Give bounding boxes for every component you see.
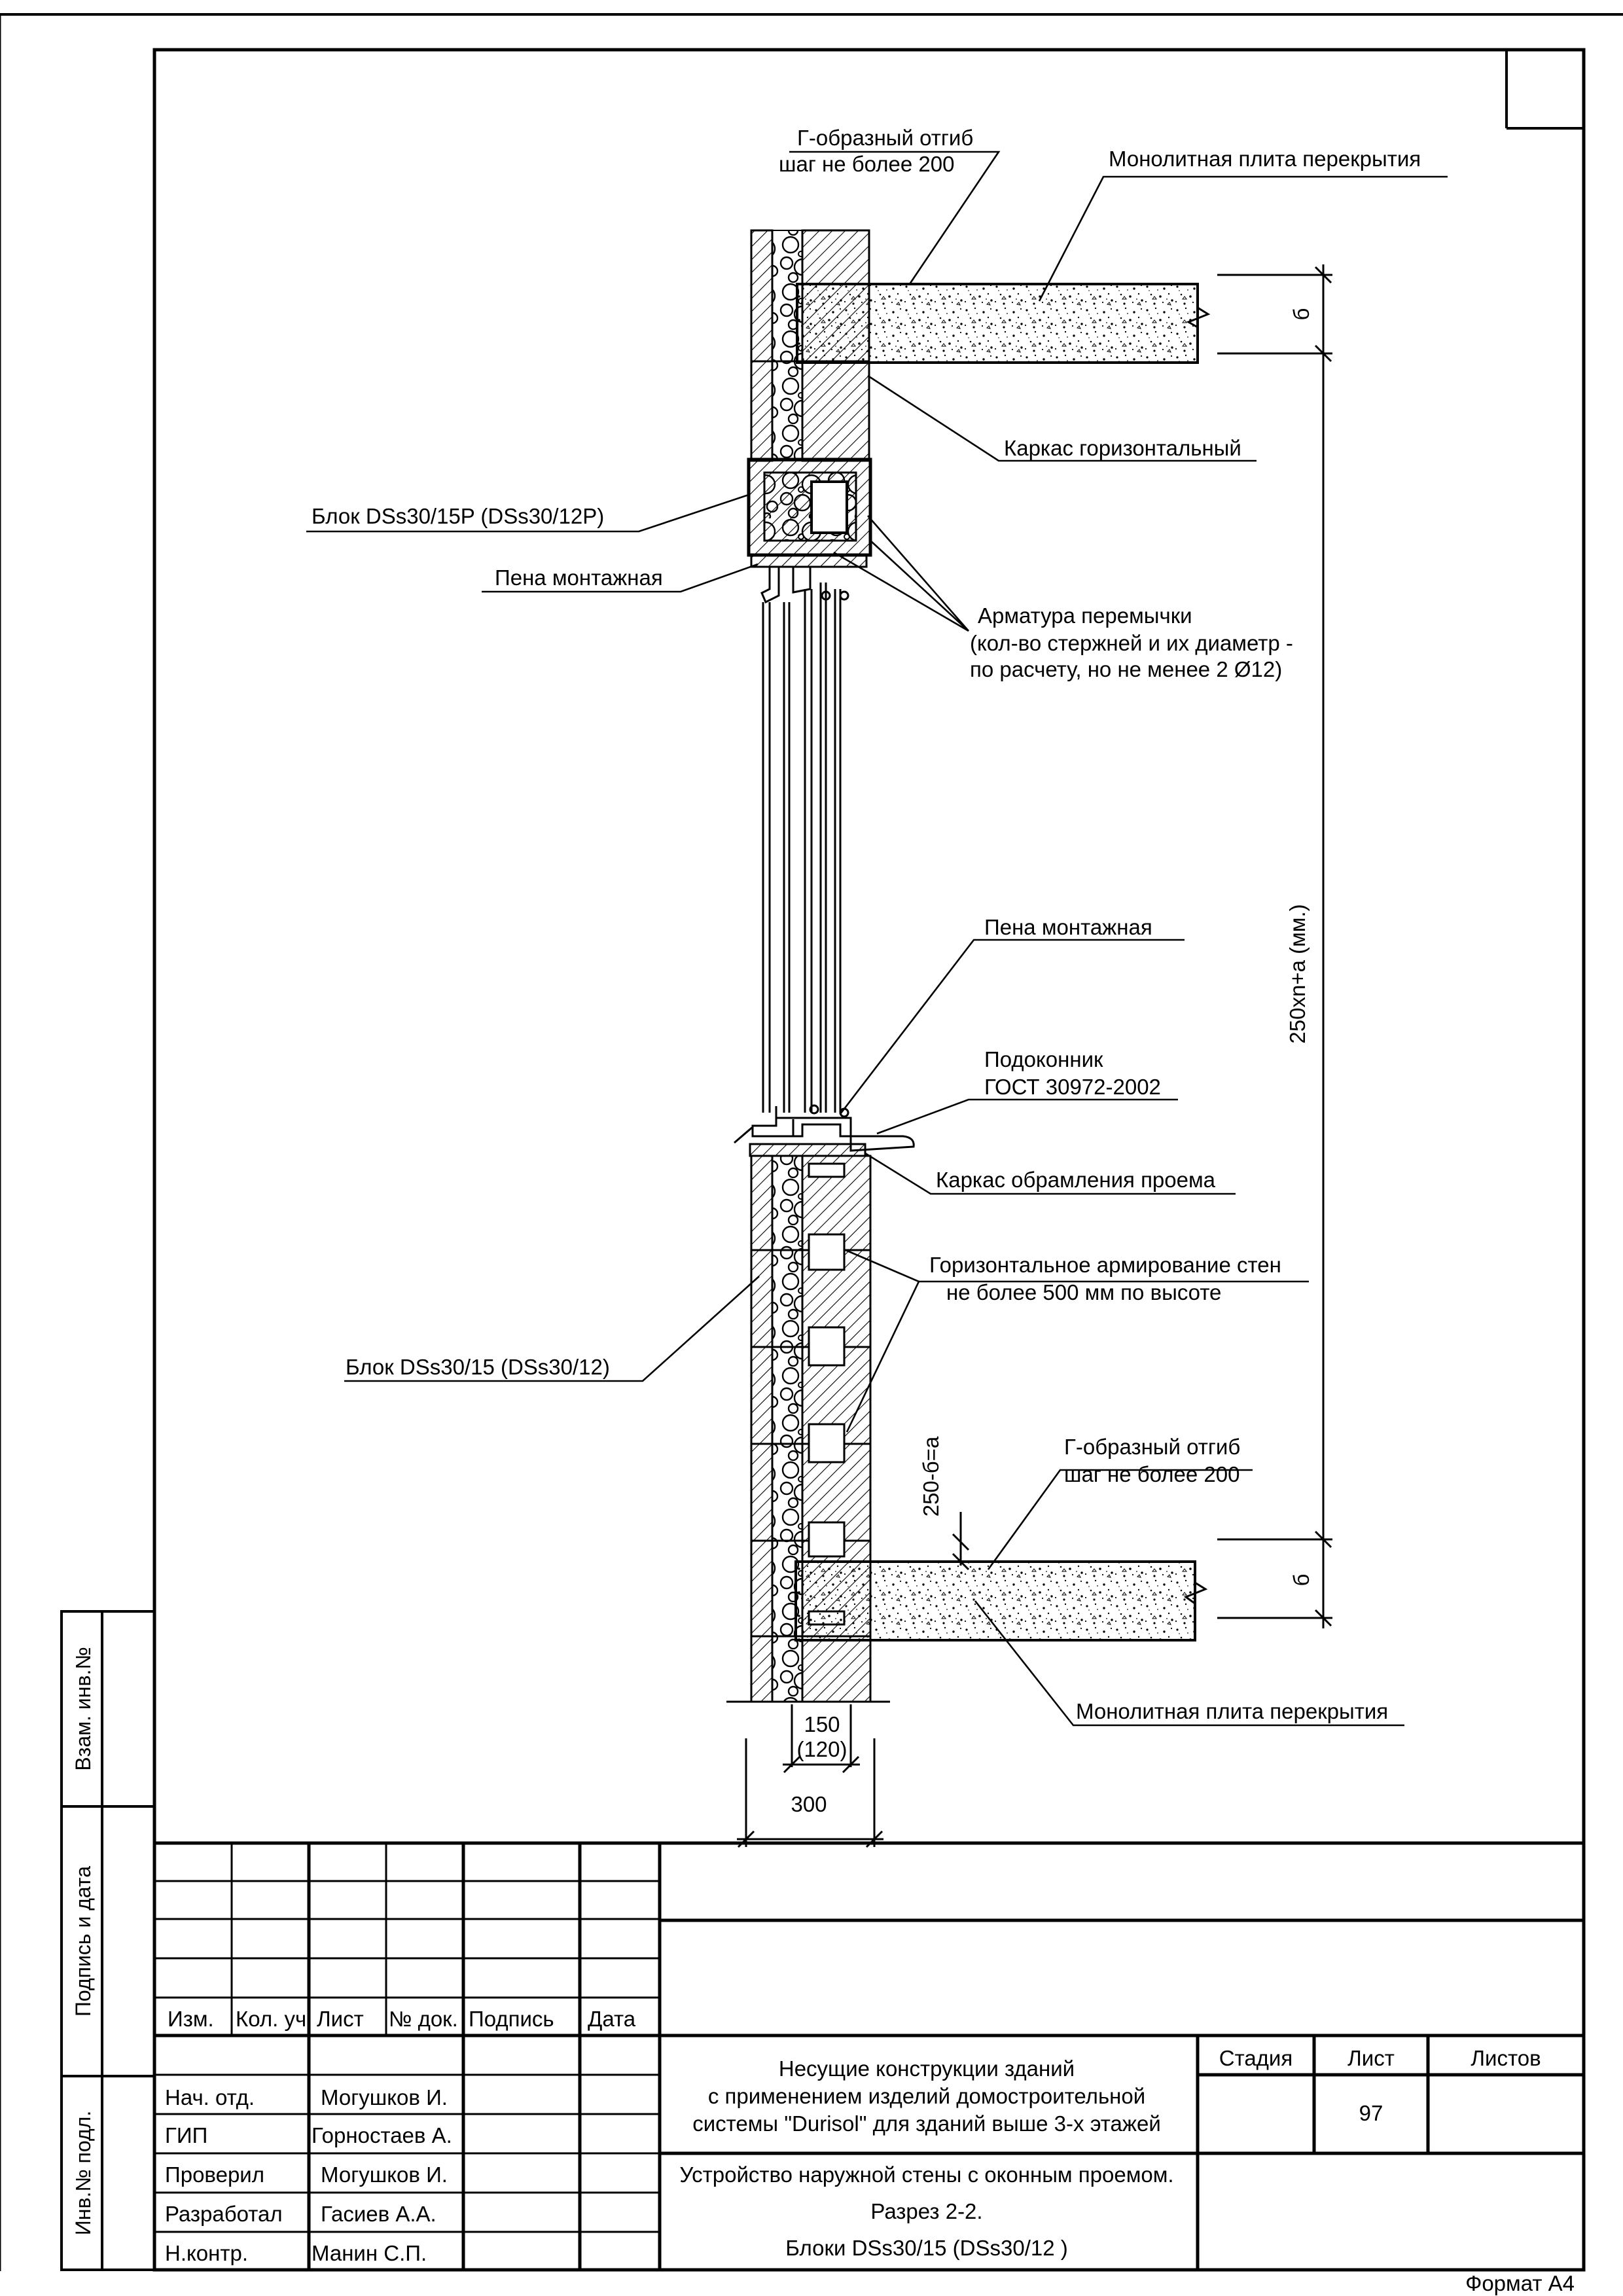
label-block-wall: Блок DSs30/15 (DSs30/12)	[346, 1355, 610, 1379]
label-sill-1: Подоконник	[984, 1047, 1103, 1071]
dim-delta: 250-б=а	[919, 1436, 943, 1517]
label-lintel-rebar-1: Арматура перемычки	[978, 603, 1192, 628]
upper-wall-outer-shell	[751, 230, 772, 461]
name-chief-engineer: Горностаев А.	[312, 2123, 452, 2147]
lower-wall-outer-shell	[751, 1156, 772, 1702]
label-horiz-reinf-1: Горизонтальное армирование стен	[929, 1253, 1281, 1277]
label-lintel-rebar-3: по расчету, но не менее 2 Ø12)	[970, 657, 1283, 681]
name-norm-control: Манин С.П.	[312, 2241, 427, 2265]
role-chief-engineer: ГИП	[165, 2123, 208, 2147]
dim-core-width-alt: (120)	[796, 1737, 847, 1761]
stamp-sign-date: Подпись и дата	[71, 1865, 95, 2017]
label-horiz-reinf-2: не более 500 мм по высоте	[946, 1280, 1222, 1304]
dim-wall-width: 300	[791, 1792, 827, 1816]
top-slab	[797, 284, 1198, 363]
label-bend-top-1: Г-образный отгиб	[797, 126, 974, 150]
dim-total-height: 250xn+a (мм.)	[1285, 904, 1310, 1044]
sheet-number: 97	[1359, 2101, 1383, 2125]
lintel-rebar-cage	[812, 482, 847, 533]
col-header-izm: Изм.	[168, 2007, 214, 2031]
label-foam-top: Пена монтажная	[495, 565, 663, 590]
role-developed: Разработал	[165, 2202, 283, 2226]
stamp-orig-inv: Инв.№ подл.	[71, 2110, 95, 2236]
role-checked: Проверил	[165, 2162, 264, 2187]
window-frame	[734, 567, 851, 1143]
label-frame-horizontal: Каркас горизонтальный	[1004, 436, 1241, 460]
project-title-line-2: с применением изделий домостроительной	[707, 2084, 1146, 2108]
col-header-date: Дата	[588, 2007, 636, 2031]
col-header-list: Лист	[317, 2007, 364, 2031]
col-header-kol-uch: Кол. уч.	[236, 2007, 313, 2031]
label-foam-bottom: Пена монтажная	[984, 915, 1152, 939]
sheet-title	[679, 2162, 1173, 2260]
label-bend-bottom-1: Г-образный отгиб	[1064, 1435, 1241, 1459]
stamp-replacement-inv: Взам. инв.№	[71, 1647, 95, 1771]
col-header-signature: Подпись	[469, 2007, 554, 2031]
project-title	[692, 2056, 1161, 2136]
sheet-title-line-2: Разрез 2-2.	[870, 2199, 983, 2223]
sheet-title-line-3: Блоки DSs30/15 (DSs30/12 )	[785, 2236, 1068, 2260]
dim-slab-top: б	[1289, 308, 1313, 321]
label-bend-bottom-2: шаг не более 200	[1064, 1462, 1240, 1486]
name-checked: Могушков И.	[321, 2162, 448, 2187]
stage-label: Стадия	[1219, 2046, 1293, 2070]
title-block-headers	[168, 2007, 636, 2031]
col-header-doc-no: № док.	[389, 2007, 458, 2031]
bottom-slab	[796, 1562, 1195, 1640]
label-block-lintel: Блок DSs30/15P (DSs30/12P)	[312, 504, 605, 528]
sheet-title-line-1: Устройство наружной стены с оконным проемом.	[679, 2162, 1174, 2187]
label-bend-top-2: шаг не более 200	[779, 152, 955, 176]
name-head-dept: Могушков И.	[321, 2085, 448, 2109]
role-norm-control: Н.контр.	[165, 2241, 249, 2265]
label-slab-top: Монолитная плита перекрытия	[1109, 147, 1421, 171]
label-lintel-rebar-2: (кол-во стержней и их диаметр -	[970, 631, 1293, 655]
sheets-label: Листов	[1471, 2046, 1541, 2070]
leader-lines	[306, 152, 1448, 1725]
sheet-label: Лист	[1347, 2046, 1395, 2070]
role-head-dept: Нач. отд.	[165, 2085, 255, 2109]
label-opening-frame: Каркас обрамления проема	[936, 1168, 1216, 1192]
name-developed: Гасиев А.А.	[321, 2202, 437, 2226]
project-title-line-1: Несущие конструкции зданий	[778, 2056, 1075, 2081]
format-label: Формат А4	[1465, 2271, 1575, 2295]
label-sill-2: ГОСТ 30972-2002	[984, 1075, 1161, 1099]
project-title-line-3: системы "Durisol" для зданий выше 3-х этажей	[692, 2111, 1161, 2136]
dim-slab-bottom: б	[1289, 1573, 1313, 1587]
dim-core-width: 150	[804, 1712, 840, 1736]
label-slab-bottom: Монолитная плита перекрытия	[1076, 1699, 1389, 1723]
